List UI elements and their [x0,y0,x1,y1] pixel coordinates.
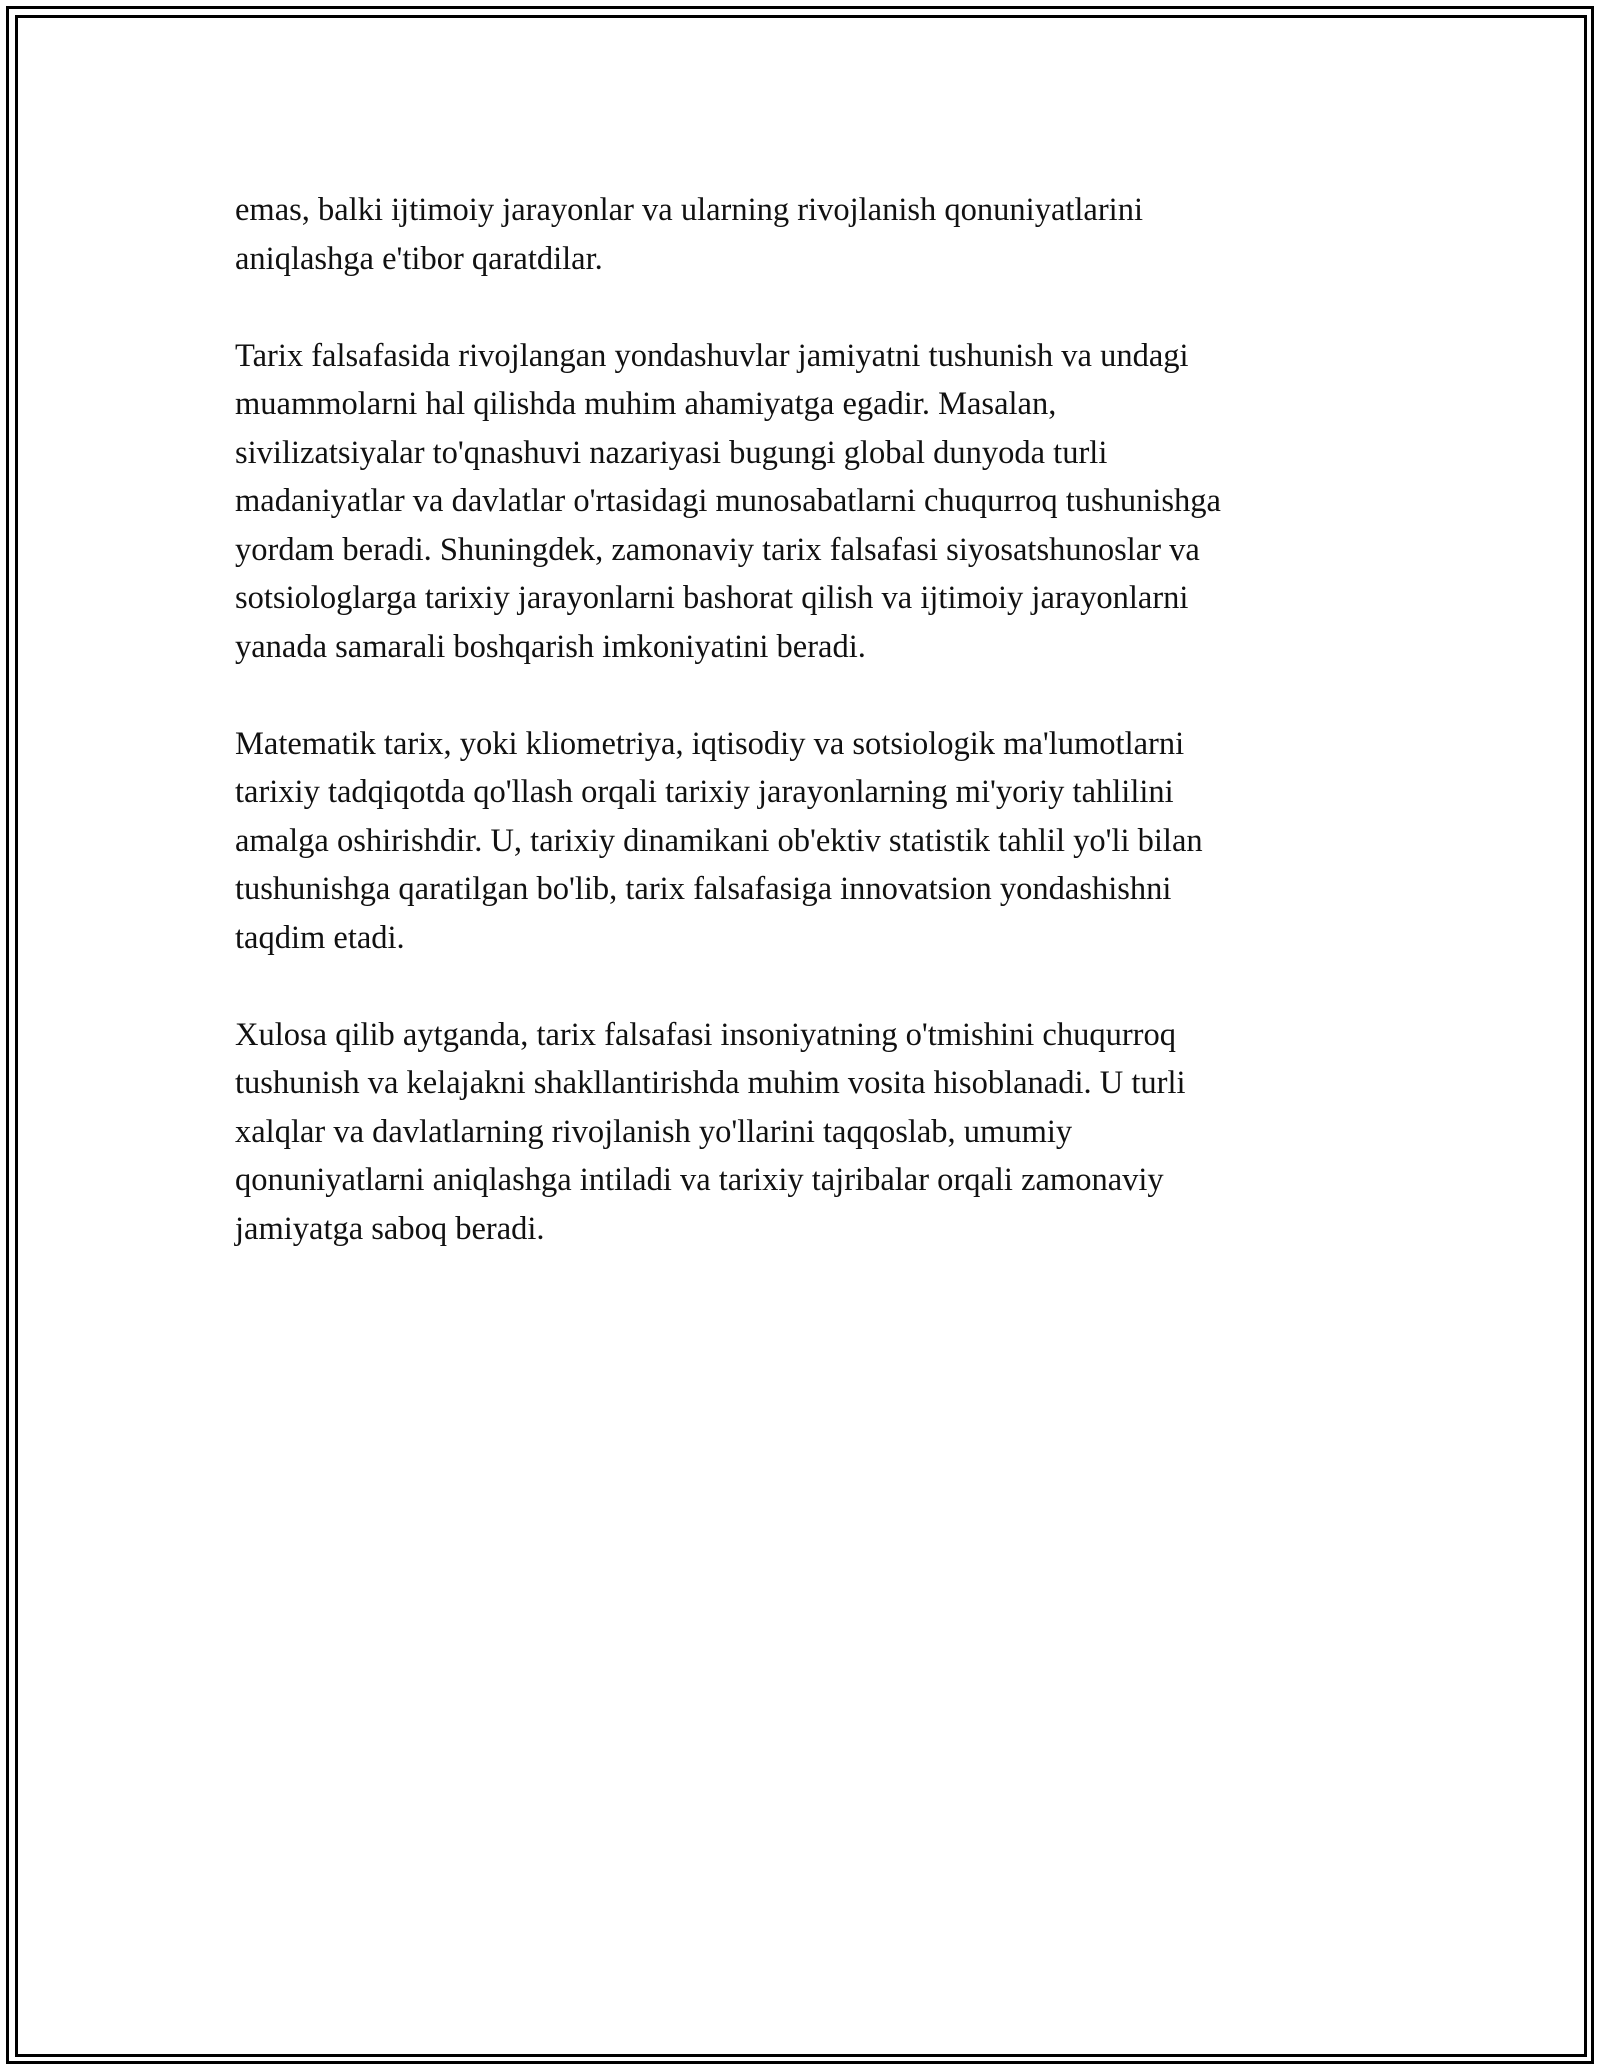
paragraph-line: aniqlashga e'tibor qaratdilar. [235,240,603,277]
paragraph-line: Tarix falsafasida rivojlangan yondashuvlar jamiyatni tushunish va undagi [235,337,1189,374]
paragraph-line: tushunishga qaratilgan bo'lib, tarix falsafasiga innovatsion yondashishni [235,871,1172,907]
paragraph-line: yordam beradi. Shuningdek, zamonaviy tarix falsafasi siyosatshunoslar va [235,531,1200,568]
paragraph-line: muammolarni hal qilishda muhim ahamiyatga egadir. Masalan, [235,386,1057,422]
paragraph-line: jamiyatga saboq beradi. [235,1210,545,1247]
paragraph-line: sivilizatsiyalar to'qnashuvi nazariyasi bugungi global dunyoda turli [235,434,1108,471]
paragraph-line: qonuniyatlarni aniqlashga intiladi va tarixiy tajribalar orqali zamonaviy [235,1162,1164,1198]
paragraph-line: tushunish va kelajakni shakllantirishda muhim vosita hisoblanadi. U turli [235,1065,1186,1101]
paragraph-line: xalqlar va davlatlarning rivojlanish yo'llarini taqqoslab, umumiy [235,1113,1073,1150]
paragraph-1 [235,186,1385,283]
paragraph-line: Xulosa qilib aytganda, tarix falsafasi insoniyatning o'tmishini chuqurroq [235,1016,1176,1053]
paragraph-3 [235,720,1385,963]
paragraph-line: Matematik tarix, yoki kliometriya, iqtisodiy va sotsiologik ma'lumotlarni [235,725,1185,762]
paragraph-2 [235,332,1385,672]
paragraph-line: emas, balki ijtimoiy jarayonlar va ularning rivojlanish qonuniyatlarini [235,192,1143,228]
paragraph-line: taqdim etadi. [235,919,405,956]
paragraph-line: yanada samarali boshqarish imkoniyatini beradi. [235,628,866,665]
paragraph-line: madaniyatlar va davlatlar o'rtasidagi munosabatlarni chuqurroq tushunishga [235,483,1221,519]
document-body [235,186,1385,1253]
paragraph-4 [235,1011,1385,1254]
paragraph-line: tarixiy tadqiqotda qo'llash orqali tarixiy jarayonlarning mi'yoriy tahlilini [235,774,1174,810]
paragraph-line: amalga oshirishdir. U, tarixiy dinamikani ob'ektiv statistik tahlil yo'li bilan [235,822,1203,859]
paragraph-line: sotsiologlarga tarixiy jarayonlarni bashorat qilish va ijtimoiy jarayonlarni [235,580,1189,616]
